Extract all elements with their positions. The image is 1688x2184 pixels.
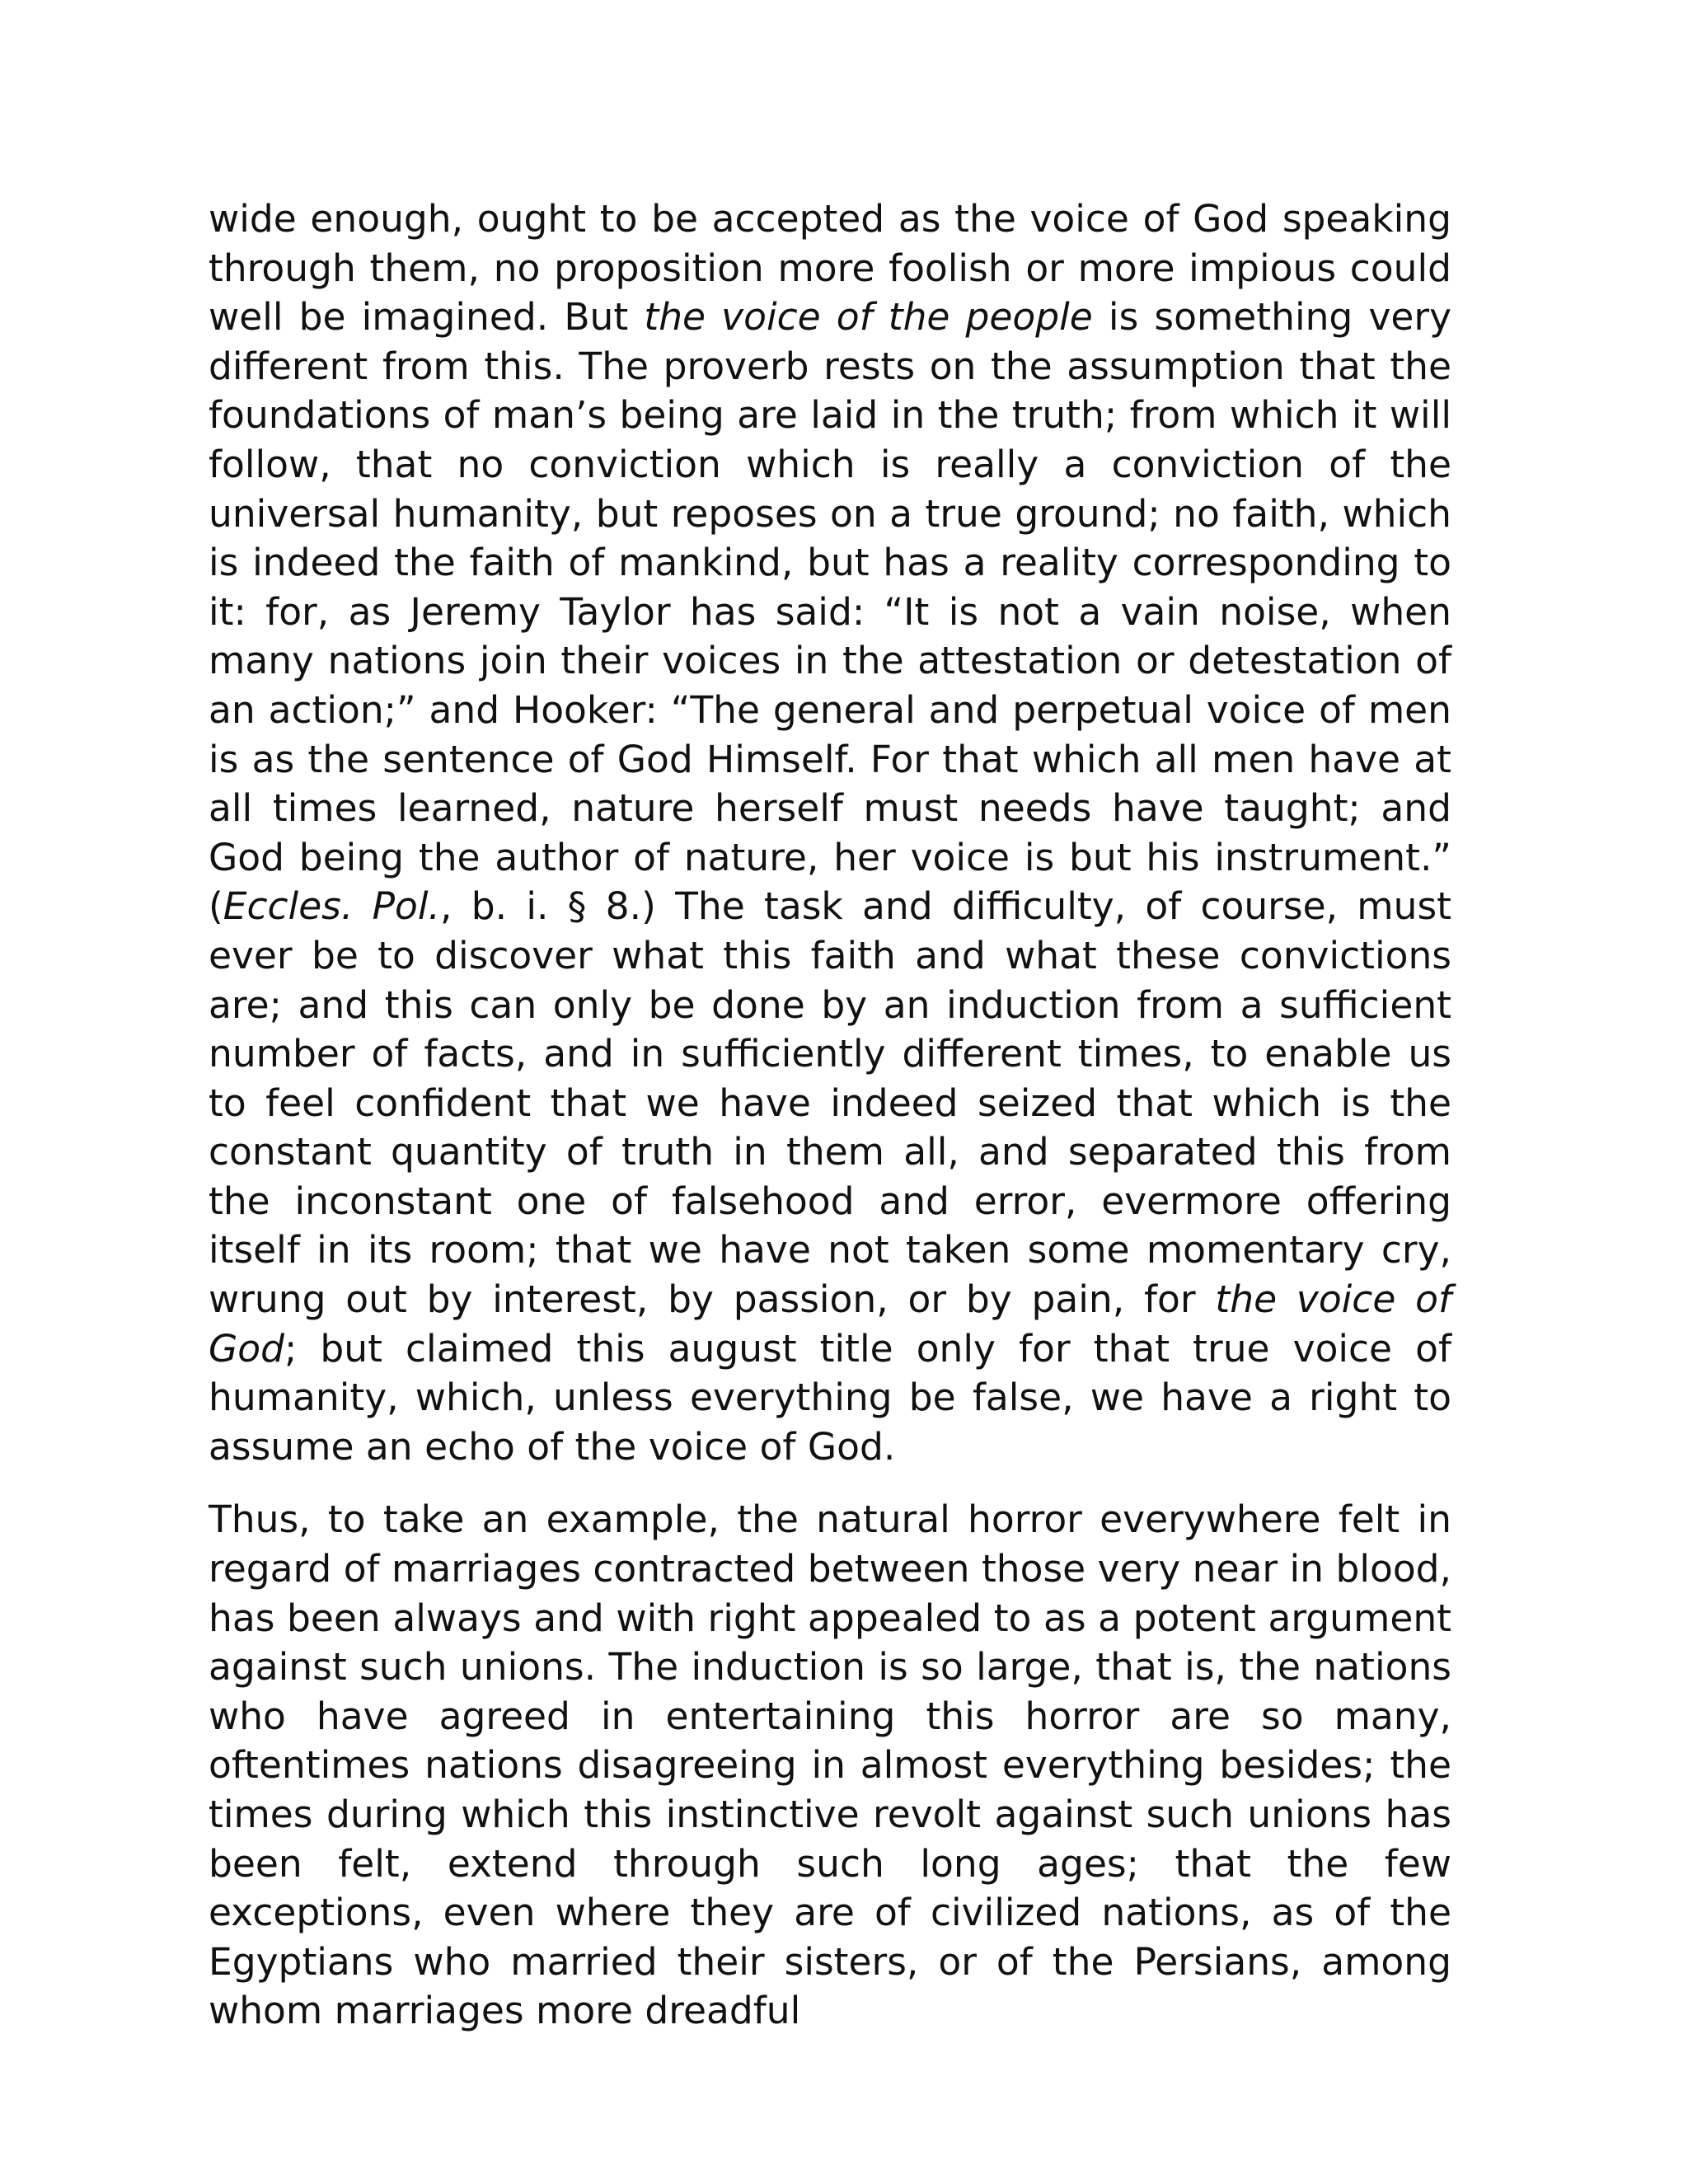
- italic-phrase-voice-of-the-people: the voice of the people: [644, 295, 1093, 340]
- paragraph-text: wide enough, ought to be accepted as the voice of God speaking through them, no proposition more foolish or more impious could well be imagined. But: [209, 197, 1451, 340]
- italic-phrase-voice-of-god: the voice of God: [209, 1277, 1451, 1371]
- paragraph-text: Thus, to take an example, the natural horror everywhere felt in regard of marriages contracted between those very near in blood, has been always and with right appealed to as a potent argument against such unions. The induction is so large, that is, the nations who have agreed in entertaining this horror are so many, oftentimes nations disagreeing in almost everything besides; the times during which this instinctive revolt against such unions has been felt, extend through such long ages; that the few exceptions, even where they are of civilized nations, as of the Egyptians who married their sisters, or of the Persians, among whom marriages more dreadful: [209, 1497, 1452, 2033]
- paragraph-2: [209, 1495, 1451, 2036]
- paragraph-text: , b. i. § 8.) The task and difficulty, of course, must ever be to discover what this faith and what these convictions are; and this can only be done by an induction from a sufficient number of facts, and in sufficiently different times, to enable us to feel confident that we have indeed seized that which is the constant quantity of truth in them all, and separated this from the inconstant one of falsehood and error, evermore offering itself in its room; that we have not taken some momentary cry, wrung out by interest, by passion, or by pain, for: [209, 884, 1452, 1322]
- paragraph-text: ; but claimed this august title only for that true voice of humanity, which, unless everything be false, we have a right to assume an echo of the voice of God.: [209, 1326, 1451, 1469]
- paragraph-text: is something very different from this. The proverb rests on the assumption that the foundations of man’s being are laid in the truth; from which it will follow, that no conviction which is really a conviction of the universal humanity, but reposes on a true ground; no faith, which is indeed the faith of mankind, but has a reality corresponding to it: for, as Jeremy Taylor has said: “It is not a vain noise, when many nations join their voices in the attestation or detestation of an action;” and Hooker: “The general and perpetual voice of men is as the sentence of God Himself. For that which all men have at all times learned, nature herself must needs have taught; and God being the author of nature, her voice is but his instrument.” (: [209, 295, 1451, 929]
- paragraph-1: [209, 194, 1451, 1471]
- italic-citation-eccles-pol: Eccles. Pol.: [223, 884, 440, 929]
- document-page: [209, 194, 1451, 2036]
